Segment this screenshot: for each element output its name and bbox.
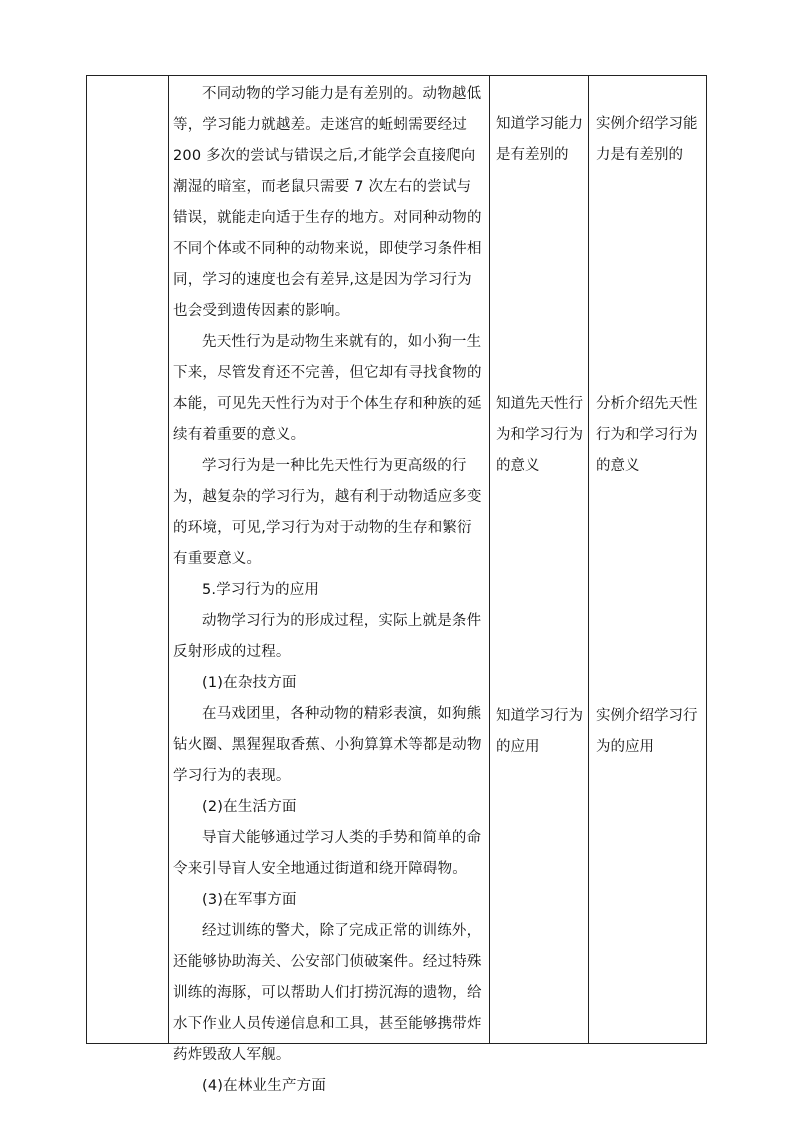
subheading-acrobatics: (1)在杂技方面 bbox=[202, 675, 297, 691]
column-divider-3 bbox=[588, 75, 589, 1044]
paragraph-learning-ability: 不同动物的学习能力是有差别的。动物越低等，学习能力就越差。走迷宫的蚯蚓需要经过 200 多次的尝试与错误之后,才能学会直接爬向潮湿的暗室，而老鼠只需要 7 次左右的尝试与错误，就能走向适于生存的地方。对同种动物的不同个体或不同种的动物来说，即使学习条件相同，学习的速度也会有差异,这是因为学习行为也会受到遗传因素的影响。 bbox=[173, 86, 482, 319]
paragraph-conditioned-reflex: 动物学习行为的形成过程，实际上就是条件反射形成的过程。 bbox=[173, 613, 482, 660]
column-divider-1 bbox=[168, 75, 169, 1044]
goal-behavior-significance: 知道先天性行为和学习行为的意义 bbox=[496, 396, 583, 474]
section-heading-applications: 5.学习行为的应用 bbox=[202, 582, 320, 598]
design-behavior-significance: 分析介绍先天性行为和学习行为的意义 bbox=[596, 396, 698, 474]
table-top-border bbox=[86, 75, 707, 76]
paragraph-guide-dog: 导盲犬能够通过学习人类的手势和简单的命令来引导盲人安全地通过街道和绕开障碍物。 bbox=[173, 830, 482, 877]
subheading-forestry: (4)在林业生产方面 bbox=[202, 1078, 327, 1094]
paragraph-learned-behavior: 学习行为是一种比先天性行为更高级的行为，越复杂的学习行为，越有利于动物适应多变的环境，可见,学习行为对于动物的生存和繁衍有重要意义。 bbox=[173, 458, 482, 567]
paragraph-innate-behavior: 先天性行为是动物生来就有的，如小狗一生下来，尽管发育还不完善，但它却有寻找食物的本能，可见先天性行为对于个体生存和种族的延续有着重要的意义。 bbox=[173, 334, 482, 443]
subheading-daily-life: (2)在生活方面 bbox=[202, 799, 297, 815]
goal-learning-ability: 知道学习能力是有差别的 bbox=[496, 116, 583, 163]
subheading-military: (3)在军事方面 bbox=[202, 892, 297, 908]
goal-behavior-application: 知道学习行为的应用 bbox=[496, 708, 583, 755]
teaching-content-cell bbox=[173, 79, 485, 1102]
design-learning-ability: 实例介绍学习能力是有差别的 bbox=[596, 116, 698, 163]
paragraph-circus: 在马戏团里，各种动物的精彩表演，如狗熊钻火圈、黑猩猩取香蕉、小狗算算术等都是动物学习行为的表现。 bbox=[173, 706, 482, 784]
column-divider-2 bbox=[489, 75, 490, 1044]
table-right-border bbox=[706, 75, 707, 1044]
paragraph-police-dog-dolphin: 经过训练的警犬，除了完成正常的训练外，还能够协助海关、公安部门侦破案件。经过特殊训练的海豚，可以帮助人们打捞沉海的遗物，给水下作业人员传递信息和工具，甚至能够携带炸药炸毁敌人军舰。 bbox=[173, 923, 482, 1063]
design-behavior-application: 实例介绍学习行为的应用 bbox=[596, 708, 698, 755]
table-left-border bbox=[86, 75, 87, 1044]
